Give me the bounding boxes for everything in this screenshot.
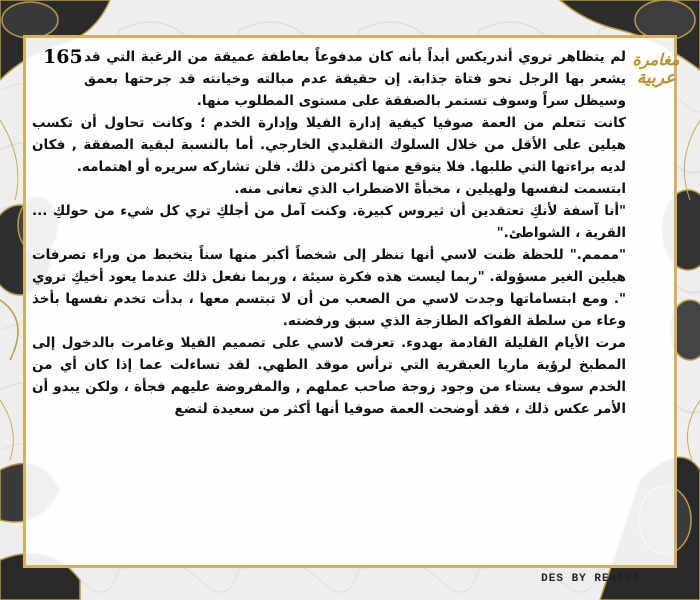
paragraph: كانت تتعلم من العمة صوفيا كيفية إدارة الفيلا وإدارة الخدم ؛ وكانت تحاول أن تكسب هيلين على الأقل من خلال السلوك التقليدي الخارجي. أما بالنسبة لبقية الصفقة , فكان لديه براءتها التي طلبها. فلا يتوقع منها أكثرمن ذلك. فلن تشاركه سريره أو اهتمامه.: [32, 115, 626, 175]
page-number: 165: [43, 46, 83, 68]
logo-line-2: عربية: [636, 68, 676, 88]
designer-credit: DES BY REHANA: [541, 573, 640, 585]
logo: [628, 50, 684, 88]
paragraph: "أنا آسفة لأنكِ تعتقدين أن ثيروس كبيرة. وكنت آمل من أجلكِ تري كل شيء من حولكِ ... القرية ، الشواطئ.": [32, 203, 626, 241]
paragraph: لم يتظاهر تروي أندريكس أبداً بأنه كان مدفوعاً بعاطفة عميقة من الرغبة التي قد يشعر بها الرجل نحو فتاة جذابة. إن حقيقة عدم مبالته وخيانته قد جرحتها بعمق وسيظل سراً وسوف تستمر بالصفقة على مستوى المطلوب منها.: [84, 49, 626, 109]
paragraph: مرت الأيام القليلة القادمة بهدوء. تعرفت لاسي على تصميم الفيلا وغامرت بالدخول إلى المطبخ لرؤية ماريا العبقرية التي ترأس موقد الطهي. لقد تساءلت عما إذا كان أي من الخدم سوف يستاء من وجود زوجة صاحب عملهم , والمفروضة عليهم فجأة ، ولكن يبدو أن الأمر عكس ذلك ، فقد أوضحت العمة صوفيا أنها أكثر من سعيدة لتضع: [32, 335, 626, 417]
paragraph: "مممم." للحظة ظنت لاسي أنها تنظر إلى شخصاً أكبر منها سناً يتخبط من وراء تصرفات هيلين الغير مسؤولة. "ربما ليست هذه فكرة سيئة ، وربما نفعل ذلك عندما يعود أخيكِ تروي ". ومع ابتساماتها وجدت لاسي من الصعب من أن لا تبتسم معها ، بدأت تخدم نفسها بأخذ وعاء من سلطة الفواكه الطازجة الذي سبق ورفضته.: [32, 247, 626, 329]
story-text: [32, 46, 626, 420]
paragraph: ابتسمت لنفسها ولهيلين ، مخبأةً الاضطراب الذي تعانى منه.: [234, 181, 626, 197]
logo-line-1: مغامرة: [632, 50, 680, 69]
